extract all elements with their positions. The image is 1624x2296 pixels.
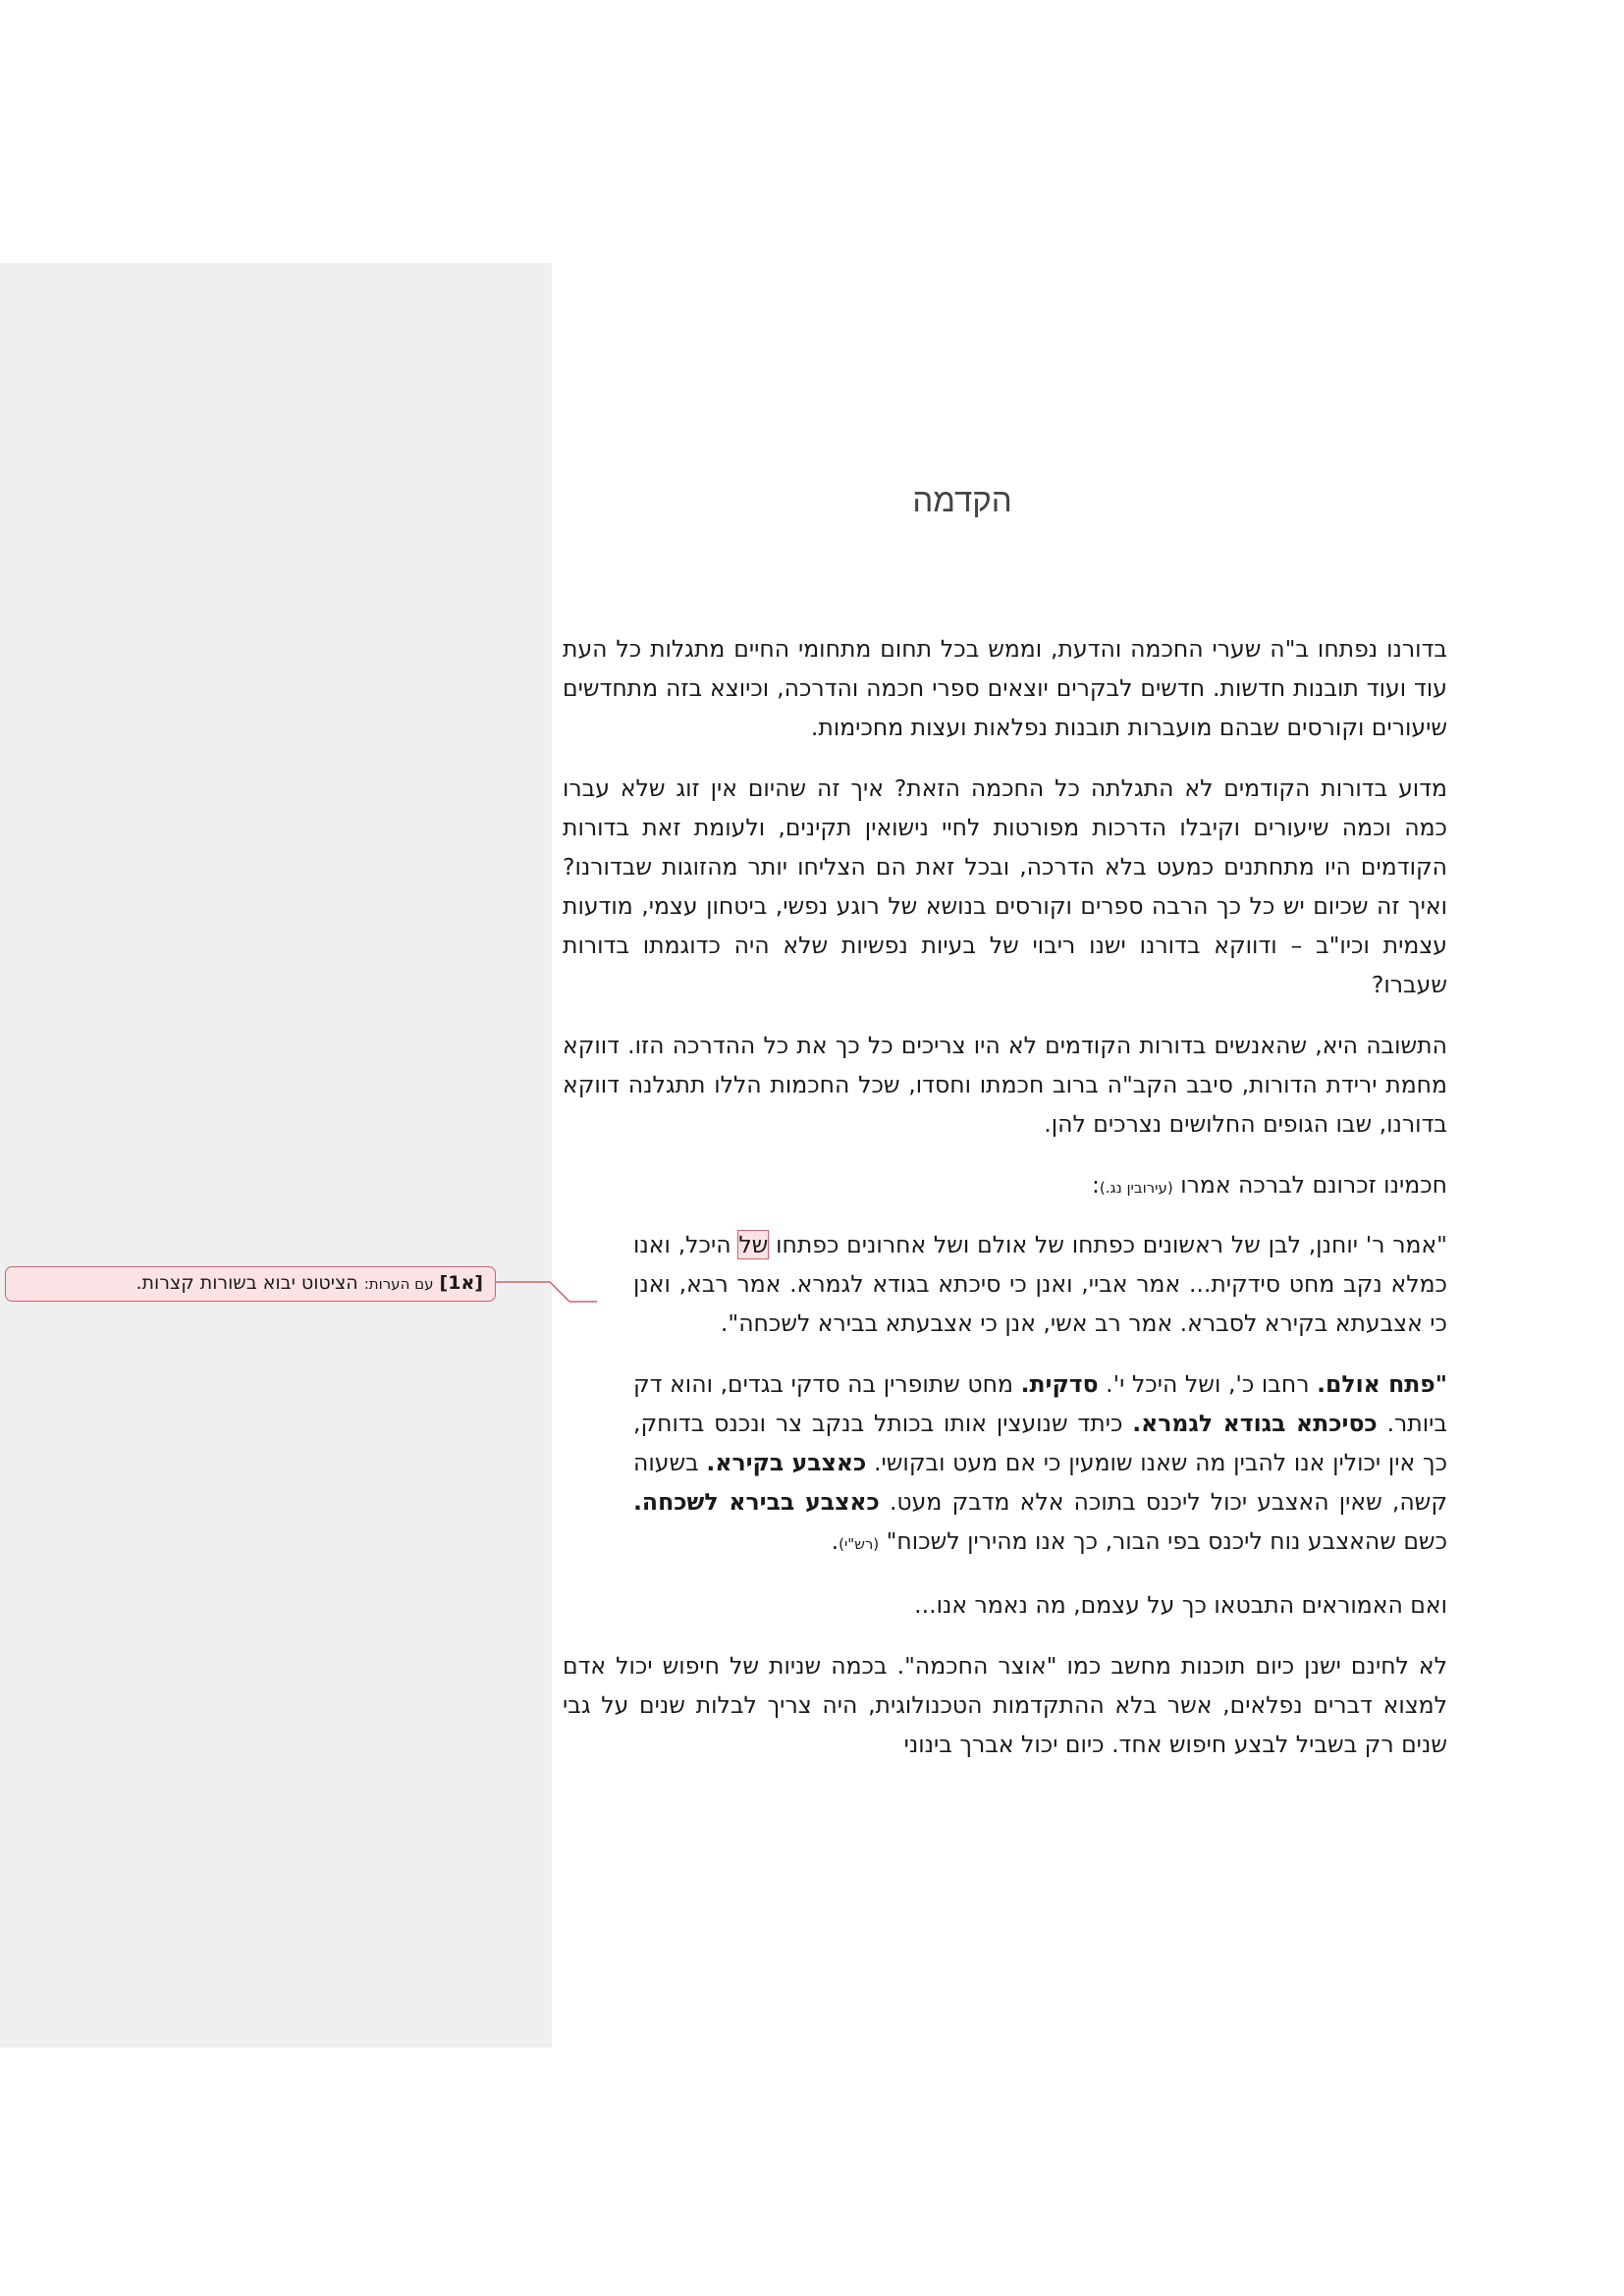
quote-2-text-1: רחבו כ', ושל היכל י'.	[1098, 1370, 1318, 1398]
quote-2-term-5: כאצבע בבירא לשכחה.	[633, 1488, 880, 1516]
page-title: הקדמה	[912, 481, 1012, 519]
quote-2-end: .	[831, 1527, 839, 1555]
quote-1-rest: היכל, ואנו כמלא נקב מחט סידקית... אמר אביי, ואנן כי סיכתא בגודא לגמרא. אמר רבא, ואנן כי אצבעתא בקירא לסברא. אמר רב אשי, אנן כי אצבעתא בבירא לשכחה".	[633, 1231, 1447, 1337]
comment-reference: [א1]	[439, 1272, 483, 1294]
paragraph-2: מדוע בדורות הקודמים לא התגלתה כל החכמה הזאת? איך זה שהיום אין זוג שלא עברו כמה וכמה שיעורים וקיבלו הדרכות מפורטות לחיי נישואין תקינים, ולעומת זאת בדורות הקודמים היו מתחתנים כמעט בלא הדרכה, ובכל זאת הם הצליחו יותר מהזוגות שבדורנו? ואיך זה שכיום יש כל כך הרבה ספרים וקורסים בנושא של רוגע נפשי, ביטחון עצמי, מודעות עצמית וכיו"ב – ודווקא בדורנו ישנו ריבוי של בעיות נפשיות שלא היה כדוגמתו בדורות שעברו?	[563, 774, 1447, 998]
paragraph-4-text: חכמינו זכרונם לברכה אמרו	[1180, 1171, 1447, 1199]
quote-2-term-2: סדקית.	[1020, 1370, 1099, 1398]
quote-2-term-4: כאצבע בקירא.	[706, 1449, 867, 1476]
quote-2-text-3: כיתד שנועצין אותו בכותל בנקב צר ונכנס בדוחק, כך אין יכולין אנו להבין מה שאנו שומעין כי אם מעט ובקושי.	[633, 1410, 1447, 1476]
comment-author: עם הערות:	[363, 1275, 434, 1293]
paragraph-4	[563, 1165, 1447, 1207]
quote-1: "אמר ר' יוחנן, לבן של ראשונים כפתחו של אולם ושל אחרונים כפתחו של היכל, ואנו כמלא נקב מחט סידקית... אמר אביי, ואנן כי סיכתא בגודא לגמרא. אמר רבא, ואנן כי אצבעתא בקירא לסברא. אמר רב אשי, אנן כי אצבעתא בבירא לשכחה".	[633, 1231, 1447, 1337]
comment-balloon[interactable]	[5, 1266, 496, 1302]
quote-2-text-2: מחט שתופרין בה סדקי בגדים, והוא דק ביותר.	[633, 1370, 1447, 1437]
paragraph-3: התשובה היא, שהאנשים בדורות הקודמים לא היו צריכים כל כך את כל ההדרכה הזו. דווקא מחמת ירידת הדורות, סיבב הקב"ה ברוב חכמתו וחסדו, שכל החכמות הללו תתגלנה דווקא בדורנו, שבו הגופים החלושים נצרכים להן.	[563, 1032, 1447, 1138]
paragraph-4-source: (עירובין נג.)	[1099, 1179, 1173, 1197]
document-body	[563, 629, 1447, 1786]
paragraph-1: בדורנו נפתחו ב"ה שערי החכמה והדעת, וממש בכל תחום מתחומי החיים מתגלות כל העת עוד ועוד תובנות חדשות. חדשים לבקרים יוצאים ספרי חכמה והדרכה, וכיוצא בזה מתחדשים שיעורים וקורסים שבהם מועברות תובנות נפלאות ועצות מחכימות.	[563, 635, 1447, 741]
paragraph-5: ואם האמוראים התבטאו כך על עצמם, מה נאמר אנו...	[914, 1591, 1447, 1619]
quote-2-term-1: "פתח אולם.	[1317, 1370, 1447, 1398]
commented-text[interactable]: של	[738, 1231, 769, 1258]
quote-2-text-5: כשם שהאצבע נוח ליכנס בפי הבור, כך אנו מהירין לשכוח"	[879, 1527, 1447, 1555]
paragraph-6: לא לחינם ישנן כיום תוכנות מחשב כמו "אוצר החכמה". בכמה שניות של חיפוש יכול אדם למצוא דברים נפלאים, אשר בלא ההתקדמות הטכנולוגית, היה צריך לבלות שנים על גבי שנים רק בשביל לבצע חיפוש אחד. כיום יכול אברך בינוני	[563, 1652, 1447, 1758]
paragraph-4-end: :	[1091, 1171, 1100, 1199]
quote-2-source: (רש"י)	[839, 1535, 880, 1553]
comment-pane	[0, 263, 552, 2048]
quote-2-term-3: כסיכתא בגודא לגמרא.	[1132, 1410, 1378, 1437]
quote-2-text-4: בשעוה קשה, שאין האצבע יכול ליכנס בתוכה אלא מדבק מעט.	[633, 1449, 1447, 1516]
comment-text: הציטוט יבוא בשורות קצרות.	[135, 1272, 364, 1294]
quote-2	[633, 1364, 1447, 1564]
